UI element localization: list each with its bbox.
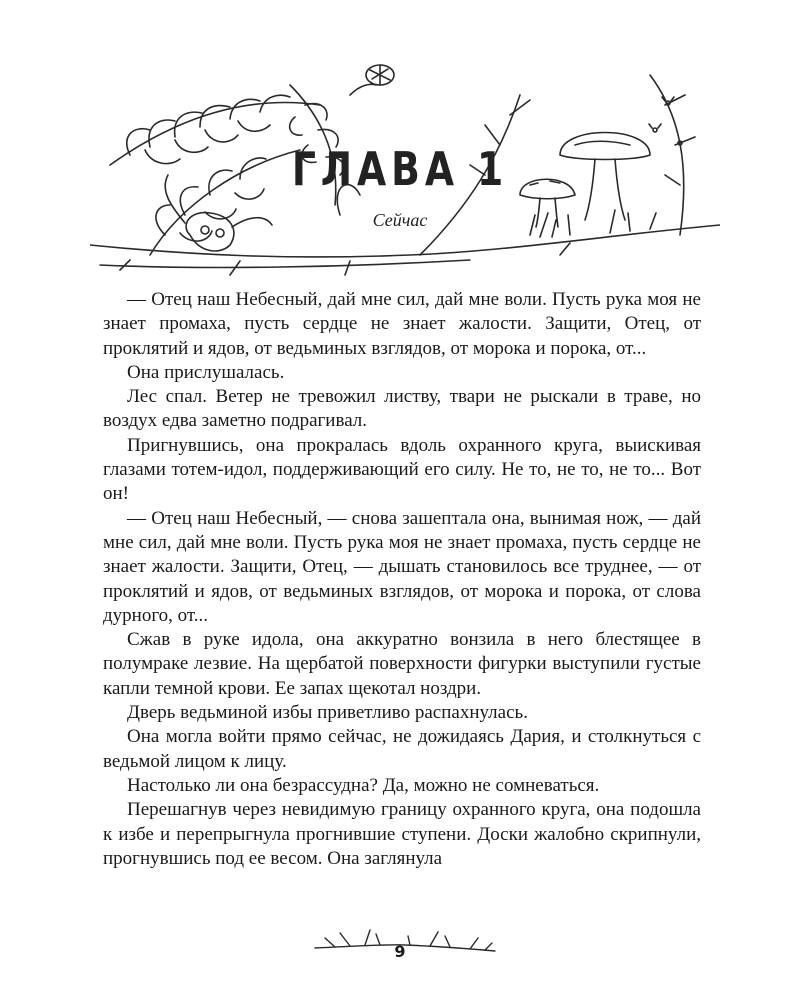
pinecone-illustration <box>350 65 394 95</box>
paragraph: Дверь ведьминой избы приветливо распахнулась. <box>127 702 528 724</box>
page-number: 9 <box>394 942 406 961</box>
paragraph: Настолько ли она безрассудна? Да, можно не сомневаться. <box>127 774 600 796</box>
paragraph: — Отец наш Небесный, дай мне сил, дай мне воли. Пусть рука моя не знает промаха, пусть сердце не знает жалости. Защити, Отец, от проклятий и ядов, от ведьминых взглядов, от морока и порока, от... <box>103 289 701 359</box>
body-text <box>103 288 701 871</box>
chapter-subtitle: Сейчас <box>372 210 428 230</box>
paragraph: Лес спал. Ветер не тревожил листву, твари не рыскали в траве, но воздух едва заметно подрагивал. <box>103 386 701 432</box>
paragraph: Сжав в руке идола, она аккуратно вонзила в него блестящее в полумраке лезвие. На щербатой поверхности фигурки выступили густые капли темной крови. Ее запах щекотал ноздри. <box>103 629 701 699</box>
paragraph: Она прислушалась. <box>127 361 285 383</box>
flying-insects-illustration <box>649 97 682 145</box>
paragraph: Перешагнув через невидимую границу охранного круга, она подошла к избе и перепрыгнула прогнившие ступени. Доски жалобно скрипнули, прогнувшись под ее весом. Она заглянула <box>103 799 701 869</box>
paragraph: Пригнувшись, она прокралась вдоль охранного круга, выискивая глазами тотем-идол, поддерживающий его силу. Не то, не то, не то... Вот он! <box>103 434 701 505</box>
paragraph: — Отец наш Небесный, — снова зашептала она, вынимая нож, — дай мне сил, дай мне воли. Пусть рука моя не знает промаха, пусть сердце не знает жалости. Защити, Отец, — дышать становилось все труднее, — от проклятий и ядов, от ведьминых взглядов, от морока и порока, от слова дурного, от... <box>103 507 701 626</box>
chapter-title: ГЛАВА 1 <box>291 142 509 196</box>
paragraph: Она могла войти прямо сейчас, не дожидаясь Дария, и столкнуться с ведьмой лицом к лицу. <box>103 726 701 772</box>
